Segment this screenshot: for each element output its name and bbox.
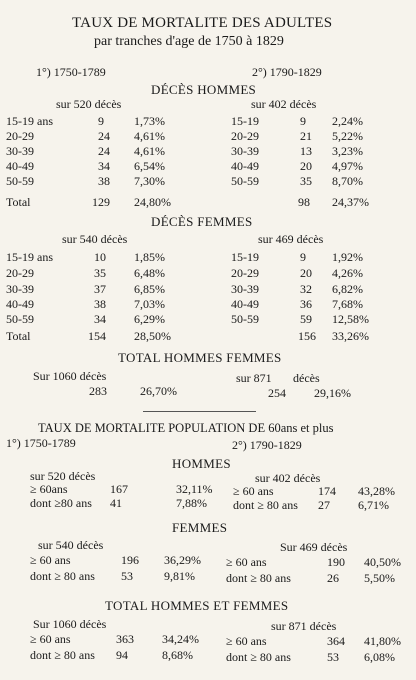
total-hf-left-pct: 26,70% [140,384,177,398]
deces-hommes-heading: DÉCÈS HOMMES [151,82,257,97]
deces-hommes-left-count: 24 [98,144,110,158]
deces-femmes-right-count: 9 [300,250,306,264]
deces-hommes-left-percent: 7,30% [134,174,165,188]
deces-femmes-right-total-count: 156 [298,329,316,343]
page-subtitle: par tranches d'age de 1750 à 1829 [94,34,284,49]
total-hf-right-pct: 29,16% [314,386,351,400]
deces-femmes-right-count: sur 469 décès [258,232,324,246]
deces-femmes-left-count: 35 [94,266,106,280]
pop60-hommes-left-count: 41 [110,496,122,510]
pop60-femmes-right-percent: 40,50% [364,555,401,569]
pop60-total-left-count: 94 [116,648,128,662]
deces-femmes-left-total-count: 154 [88,329,106,343]
pop60-total-left-percent: 34,24% [162,632,199,646]
deces-femmes-right-count: 20 [300,266,312,280]
pop60-hommes-left-count: 167 [110,482,128,496]
deces-femmes-left-age-group: 50-59 [6,312,34,326]
pop60-femmes-left-count: 196 [121,553,139,567]
deces-hommes-left-age-group: 30-39 [6,144,34,158]
deces-hommes-right-percent: 4,97% [332,159,363,173]
deces-femmes-right-percent: 7,68% [332,297,363,311]
deces-femmes-right-count: 59 [300,312,312,326]
pop60-total-right-category: ≥ 60 ans [226,634,267,648]
deces-hommes-left-age-group: 15-19 ans [6,114,53,128]
deces-hommes-left-total-count: 129 [92,195,110,209]
deces-hommes-left-percent: 1,73% [134,114,165,128]
total-hf-left-count: 283 [89,384,107,398]
pop60-hommes-right-label: sur 402 décès [255,471,321,485]
pop60-hommes-right-percent: 6,71% [358,498,389,512]
deces-femmes-left-count: sur 540 décès [62,232,128,246]
pop60-femmes-right-label: Sur 469 décès [280,540,348,554]
deces-hommes-left-percent: 6,54% [134,159,165,173]
deces-femmes-left-count: 34 [94,312,106,326]
deces-hommes-left-count: 38 [98,174,110,188]
deces-hommes-right-total-percent: 24,37% [332,195,369,209]
deces-hommes-right-count: 35 [300,174,312,188]
deces-hommes-right-age-group: 20-29 [231,129,259,143]
period-1-label: 1°) 1750-1789 [36,65,106,79]
deces-hommes-right-count: 9 [300,114,306,128]
deces-femmes-right-age-group: 15-19 [231,250,259,264]
pop60-period-2: 2°) 1790-1829 [232,438,302,452]
deces-femmes-left-count: 10 [94,250,106,264]
total-hf-right-label: sur 871 [236,371,272,385]
pop60-femmes-left-count: 53 [121,569,133,583]
section-divider [143,411,256,412]
deces-femmes-right-total-percent: 33,26% [332,329,369,343]
pop60-hommes-right-category: ≥ 60 ans [233,484,274,498]
deces-hommes-left-count: sur 520 décès [56,97,122,111]
deces-hommes-right-age-group: 40-49 [231,159,259,173]
deces-femmes-right-percent: 4,26% [332,266,363,280]
deces-femmes-right-percent: 12,58% [332,312,369,326]
pop60-total-right-count: 53 [327,650,339,664]
pop60-hommes-right-percent: 43,28% [358,484,395,498]
pop60-hommes-right-count: 174 [318,484,336,498]
pop60-femmes-right-category: dont ≥ 80 ans [226,571,291,585]
deces-femmes-left-count: 37 [94,282,106,296]
deces-hommes-left-percent: 4,61% [134,129,165,143]
deces-femmes-right-age-group: 30-39 [231,282,259,296]
pop60-hommes-right-count: 27 [318,498,330,512]
total-hf-right-label-2: décès [293,371,320,385]
deces-hommes-right-total-count: 98 [298,195,310,209]
pop60-total-right-percent: 6,08% [364,650,395,664]
deces-hommes-left-age-group: 50-59 [6,174,34,188]
deces-femmes-left-age-group: 30-39 [6,282,34,296]
deces-hommes-right-age-group: 30-39 [231,144,259,158]
deces-hommes-left-age-group: 40-49 [6,159,34,173]
deces-femmes-left-age-group: 20-29 [6,266,34,280]
pop60-femmes-right-count: 190 [327,555,345,569]
deces-femmes-right-age-group: 50-59 [231,312,259,326]
deces-hommes-left-count: 34 [98,159,110,173]
pop60-total-left-category: dont ≥ 80 ans [30,648,95,662]
pop60-femmes-left-label: sur 540 décès [38,538,104,552]
pop60-femmes-right-percent: 5,50% [364,571,395,585]
total-hf-right-count: 254 [268,386,286,400]
deces-hommes-right-count: 21 [300,129,312,143]
deces-femmes-left-age-group: 40-49 [6,297,34,311]
deces-hommes-right-count: sur 402 décès [251,97,317,111]
deces-hommes-left-total-percent: 24,80% [134,195,171,209]
deces-femmes-left-percent: 6,29% [134,312,165,326]
total-hf-left-label: Sur 1060 décès [33,369,107,383]
deces-hommes-left-total-label: Total [6,195,31,209]
pop60-hommes-left-percent: 32,11% [176,482,213,496]
pop60-femmes-right-count: 26 [327,571,339,585]
deces-femmes-left-percent: 6,85% [134,282,165,296]
page-title: TAUX DE MORTALITE DES ADULTES [72,15,333,31]
pop60-total-heading: TOTAL HOMMES ET FEMMES [105,598,289,613]
total-hf-heading: TOTAL HOMMES FEMMES [118,350,282,365]
deces-hommes-left-percent: 4,61% [134,144,165,158]
pop60-total-left-category: ≥ 60 ans [30,632,71,646]
deces-femmes-heading: DÉCÈS FEMMES [151,214,253,229]
deces-femmes-right-age-group: 40-49 [231,297,259,311]
pop60-total-left-percent: 8,68% [162,648,193,662]
pop60-total-right-label: sur 871 décès [271,619,337,633]
pop60-total-right-percent: 41,80% [364,634,401,648]
pop60-femmes-left-percent: 36,29% [164,553,201,567]
deces-femmes-right-percent: 6,82% [332,282,363,296]
pop60-total-right-count: 364 [327,634,345,648]
pop60-hommes-left-percent: 7,88% [176,496,207,510]
deces-femmes-left-percent: 7,03% [134,297,165,311]
deces-femmes-left-age-group: 15-19 ans [6,250,53,264]
deces-femmes-right-age-group: 20-29 [231,266,259,280]
deces-hommes-right-percent: 2,24% [332,114,363,128]
deces-hommes-left-count: 24 [98,129,110,143]
deces-femmes-left-percent: 6,48% [134,266,165,280]
deces-hommes-right-count: 13 [300,144,312,158]
pop60-hommes-left-label: sur 520 décès [30,469,96,483]
pop60-femmes-left-category: ≥ 60 ans [30,553,71,567]
pop60-total-right-category: dont ≥ 80 ans [226,650,291,664]
pop60-hommes-heading: HOMMES [172,456,231,471]
pop60-total-left-count: 363 [116,632,134,646]
deces-hommes-right-percent: 3,23% [332,144,363,158]
deces-hommes-right-percent: 5,22% [332,129,363,143]
pop60-hommes-left-category: dont ≥80 ans [30,496,92,510]
deces-hommes-right-age-group: 50-59 [231,174,259,188]
pop60-femmes-heading: FEMMES [172,520,228,535]
deces-femmes-left-percent: 1,85% [134,250,165,264]
deces-femmes-left-total-percent: 28,50% [134,329,171,343]
deces-hommes-right-count: 20 [300,159,312,173]
pop60-hommes-right-category: dont ≥ 80 ans [233,498,298,512]
period-2-label: 2°) 1790-1829 [252,65,322,79]
deces-femmes-right-percent: 1,92% [332,250,363,264]
pop60-hommes-left-category: ≥ 60ans [30,482,68,496]
pop60-title: TAUX DE MORTALITE POPULATION DE 60ans et plus [38,421,334,435]
deces-hommes-left-count: 9 [98,114,104,128]
deces-femmes-right-count: 32 [300,282,312,296]
deces-femmes-left-count: 38 [94,297,106,311]
deces-femmes-right-count: 36 [300,297,312,311]
deces-hommes-right-age-group: 15-19 [231,114,259,128]
pop60-period-1: 1°) 1750-1789 [6,436,76,450]
pop60-femmes-left-percent: 9,81% [164,569,195,583]
pop60-femmes-left-category: dont ≥ 80 ans [30,569,95,583]
pop60-femmes-right-category: ≥ 60 ans [226,555,267,569]
pop60-total-left-label: Sur 1060 décès [33,617,107,631]
deces-femmes-left-total-label: Total [6,329,31,343]
deces-hommes-right-percent: 8,70% [332,174,363,188]
deces-hommes-left-age-group: 20-29 [6,129,34,143]
